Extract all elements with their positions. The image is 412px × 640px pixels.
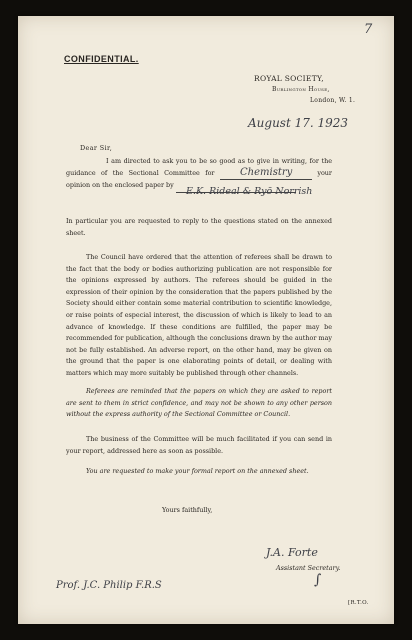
signature-flourish: ∫ [314, 572, 322, 588]
handwritten-date: August 17. 1923 [248, 116, 349, 130]
signature-title: Assistant Secretary. [276, 564, 341, 572]
paragraph-request-part1: I am directed to ask you to be so good as to give in writing, for the guidance of the Sectional Committee for [66, 157, 332, 177]
paragraph-questions: In particular you are requested to reply to the questions stated on the annexed sheet. [66, 217, 332, 237]
paragraph-council: The Council have ordered that the attention of referees shall be drawn to the fact that the body or bodies authorizing publication are not responsible for the opinions expressed by authors. The referees should be guided in the expression of their opinion by the consideration that the papers published by the Society should either contain some material contribution to scientific knowledge, or raise points of especial interest, the discussion of which is likely to lead to an advance of knowledge. If these conditions are fulfilled, the paper may be recommended for publication, although the conclusions drawn by the author may not be fully established. An adverse report, on the other hand, may be given on the ground that the paper is one elaborating points of detail, or dealing with matters which may more suitably be published through other channels. [66, 253, 332, 377]
handwritten-signature: J.A. Forte [266, 546, 318, 559]
salutation: Dear Sir, [80, 144, 113, 152]
closing: Yours faithfully, [162, 506, 213, 514]
confidential-heading: CONFIDENTIAL. [64, 54, 139, 64]
folio-number: 7 [364, 22, 373, 37]
form-code: [R.T.O. [348, 600, 369, 606]
paragraph-confidence: Referees are reminded that the papers on which they are asked to report are sent to them in strict confidence, and may not be shown to any other person without the express authority of the Sectional Committee or Council. [66, 387, 332, 419]
handwritten-subject: Chemistry [240, 167, 293, 178]
address-line-1: ROYAL SOCIETY, [254, 74, 324, 83]
handwritten-paper-authors: E.K. Rideal & Ryō Norrish [186, 186, 313, 197]
address-line-2: Burlington House, [272, 86, 330, 93]
paragraph-request-part2: your opinion on the enclosed paper by [66, 168, 332, 190]
paragraph-formal-report: You are requested to make your formal report on the annexed sheet. [86, 467, 309, 475]
paragraph-business: The business of the Committee will be much facilitated if you can send in your report, addressed here as soon as possible. [66, 435, 332, 455]
address-line-3: London, W. 1. [310, 97, 356, 104]
letter-sheet [18, 16, 394, 624]
handwritten-addressee: Prof. J.C. Philip F.R.S [56, 580, 162, 591]
